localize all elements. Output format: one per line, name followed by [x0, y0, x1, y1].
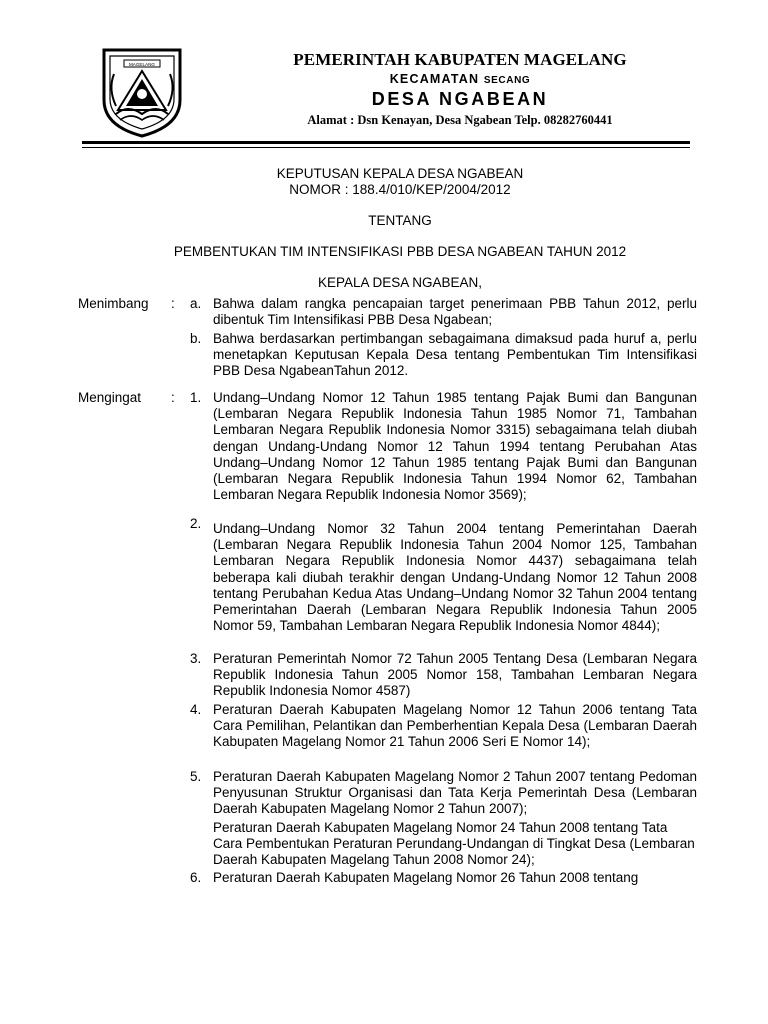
village-name: DESA NGABEAN — [371, 89, 549, 109]
subdistrict-label: KECAMATAN — [389, 72, 480, 86]
issuer-heading: KEPALA DESA NGABEAN, — [317, 275, 483, 290]
legal-basis-marker: 2. — [190, 516, 202, 531]
letterhead-divider-thin — [82, 147, 690, 148]
legal-basis-marker: 1. — [190, 390, 202, 405]
subdistrict-name — [200, 72, 720, 86]
legal-basis-item: Undang–Undang Nomor 12 Tahun 1985 tentang Pajak Bumi dan Bangunan (Lembaran Negara Republik Indonesia Tahun 1985 Nomor 71, Tambahan Lembaran Negara Republik Indonesia Nomor 3315) sebagaimana telah diubah dengan Undang-Undang Nomor 12 Tahun 1994 tentang Perubahan Atas Undang–Undang Nomor 12 Tahun 1985 tentang Pajak Bumi dan Bangunan (Lembaran Negara Republik Indonesia Tahun 1994 Nomor 62, Tambahan Lembaran Negara Republik Indonesia Nomor 3569); — [213, 390, 697, 503]
mengingat-colon: : — [171, 390, 175, 405]
legal-basis-item: Undang–Undang Nomor 32 Tahun 2004 tentang Pemerintahan Daerah (Lembaran Negara Republik Indonesia Tahun 2004 Nomor 125, Tambahan Lembaran Negara Republik Indonesia Nomor 4437) sebagaimana telah beberapa kali diubah terakhir dengan Undang-Undang Nomor 12 Tahun 2008 tentang Perubahan Kedua Atas Undang–Undang Nomor 32 Tahun 2004 tentang Pemerintahan Daerah (Lembaran Negara Republik Indonesia Tahun 2005 Nomor 59, Tambahan Lembaran Negara Republik Indonesia Nomor 4844); — [213, 521, 697, 634]
legal-basis-item: Peraturan Daerah Kabupaten Magelang Nomor 2 Tahun 2007 tentang Pedoman Penyusunan Struktur Organisasi dan Tata Kerja Pemerintah Desa (Lembaran Daerah Kabupaten Magelang Nomor 2 Tahun 2007); — [213, 769, 697, 817]
mengingat-label: Mengingat — [78, 390, 142, 405]
menimbang-label: Menimbang — [78, 296, 149, 311]
legal-basis-marker: 6. — [190, 870, 202, 885]
government-name: PEMERINTAH KABUPATEN MAGELANG — [293, 50, 627, 69]
seal-text: MAGELANG — [128, 62, 156, 67]
decision-title: KEPUTUSAN KEPALA DESA NGABEAN — [276, 166, 524, 181]
legal-basis-marker: 5. — [190, 769, 202, 784]
regency-seal-icon — [98, 44, 186, 140]
decision-subject: PEMBENTUKAN TIM INTENSIFIKASI PBB DESA NGABEAN TAHUN 2012 — [173, 244, 627, 259]
tentang-heading: TENTANG — [368, 213, 432, 228]
legal-basis-item: Peraturan Pemerintah Nomor 72 Tahun 2005 Tentang Desa (Lembaran Negara Republik Indonesia Tahun 2005 Nomor 158, Tambahan Lembaran Negara Republik Indonesia Nomor 4587) — [213, 651, 697, 699]
legal-basis-marker: 3. — [190, 651, 202, 666]
legal-basis-marker: 4. — [190, 702, 202, 717]
menimbang-colon: : — [171, 296, 175, 311]
legal-basis-item: Peraturan Daerah Kabupaten Magelang Nomor 12 Tahun 2006 tentang Tata Cara Pemilihan, Pelantikan dan Pemberhentian Kepala Desa (Lembaran Daerah Kabupaten Magelang Nomor 21 Tahun 2006 Seri E Nomor 14); — [213, 702, 697, 750]
letterhead-divider-thick — [82, 141, 690, 144]
legal-basis-item: Peraturan Daerah Kabupaten Magelang Nomor 24 Tahun 2008 tentang Tata Cara Pembentukan Peraturan Perundang-Undangan di Tingkat Desa (Lembaran Daerah Kabupaten Magelang Tahun 2008 Nomor 24); — [213, 820, 695, 868]
consideration-item: Bahwa dalam rangka pencapaian target penerimaan PBB Tahun 2012, perlu dibentuk Tim Intensifikasi PBB Desa Ngabean; — [213, 296, 697, 328]
decision-number: NOMOR : 188.4/010/KEP/2004/2012 — [289, 182, 511, 197]
village-address: Alamat : Dsn Kenayan, Desa Ngabean Telp. 08282760441 — [307, 113, 613, 127]
consideration-marker: a. — [190, 296, 202, 311]
legal-basis-item: Peraturan Daerah Kabupaten Magelang Nomor 26 Tahun 2008 tentang — [213, 870, 639, 885]
subdistrict-value: SECANG — [483, 75, 531, 86]
consideration-item: Bahwa berdasarkan pertimbangan sebagaimana dimaksud pada huruf a, perlu menetapkan Keputusan Kepala Desa tentang Pembentukan Tim Intensifikasi PBB Desa NgabeanTahun 2012. — [213, 331, 697, 379]
consideration-marker: b. — [190, 331, 202, 346]
